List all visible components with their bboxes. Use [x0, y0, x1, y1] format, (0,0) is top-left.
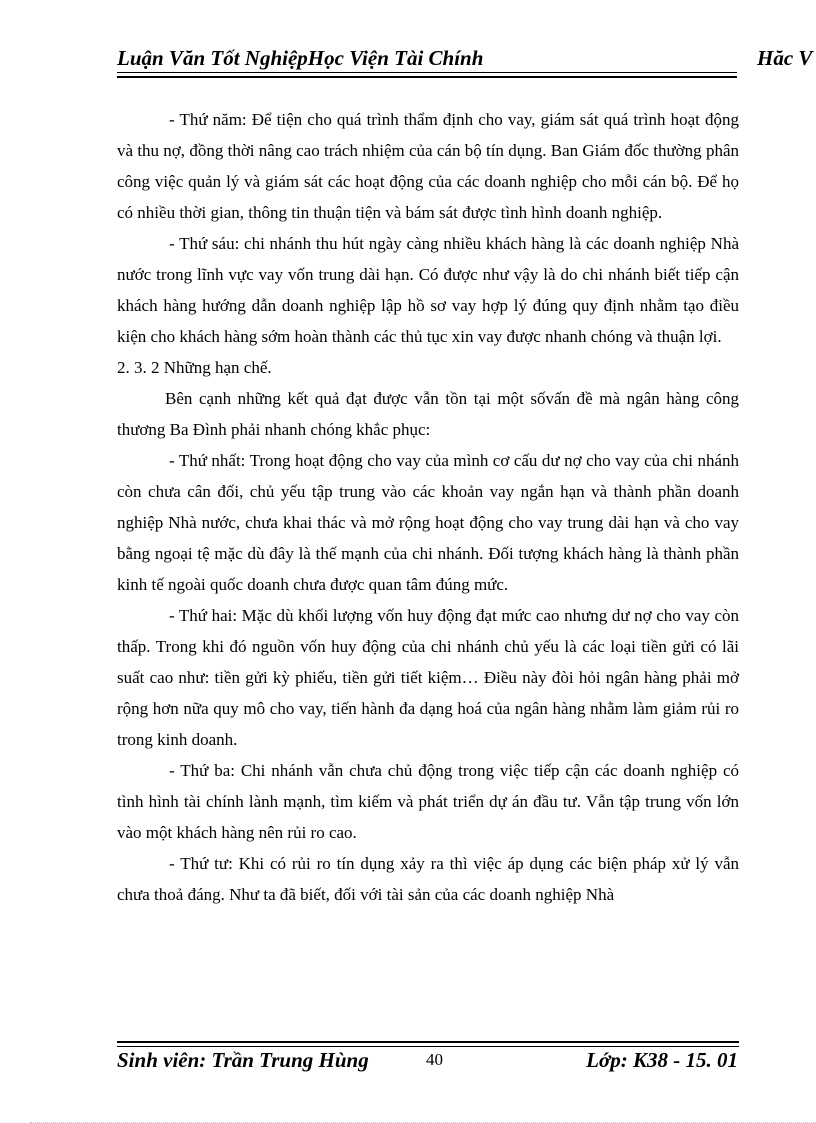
paragraph-thu-tu: - Thứ tư: Khi có rủi ro tín dụng xảy ra thì việc áp dụng các biện pháp xử lý vẫn chưa thoả đáng. Như ta đã biết, đối với tài sản của các doanh nghiệp Nhà: [117, 854, 739, 904]
footer-class: Lớp: K38 - 15. 01: [586, 1048, 738, 1072]
header-rule: [117, 72, 737, 73]
document-body: [117, 104, 739, 910]
paragraph-thu-nam: - Thứ năm: Để tiện cho quá trình thẩm định cho vay, giám sát quá trình hoạt động và thu nợ, đồng thời nâng cao trách nhiệm của cán bộ tín dụng. Ban Giám đốc thường phân công việc quản lý và giám sát các hoạt động của các doanh nghiệp cho mỗi cán bộ. Để họ có nhiều thời gian, thông tin thuận tiện và bám sát được tình hình doanh nghiệp.: [117, 110, 739, 222]
paragraph-thu-nhat: - Thứ nhất: Trong hoạt động cho vay của mình cơ cấu dư nợ cho vay của chi nhánh còn chưa cân đối, chủ yếu tập trung vào các khoản vay ngắn hạn và thành phần doanh nghiệp Nhà nước, chưa khai thác và mở rộng hoạt động cho vay trung dài hạn và cho vay bằng ngoại tệ mặc dù đây là thế mạnh của chi nhánh. Đối tượng khách hàng là thành phần kinh tế ngoài quốc doanh chưa được quan tâm đúng mức.: [117, 451, 739, 594]
header-title-right: Hăc V: [757, 46, 813, 70]
footer-rule: [117, 1046, 739, 1047]
paragraph-intro: Bên cạnh những kết quả đạt được vẫn tồn tại một sốvấn đề mà ngân hàng công thương Ba Đình phải nhanh chóng khắc phục:: [117, 389, 739, 439]
header-title: Luận Văn Tốt NghiệpHọc Viện Tài Chính: [117, 46, 484, 70]
header-rule-thick: [117, 76, 737, 78]
section-heading: 2. 3. 2 Những hạn chế.: [117, 358, 272, 377]
paragraph-thu-sau: - Thứ sáu: chi nhánh thu hút ngày càng nhiều khách hàng là các doanh nghiệp Nhà nước trong lĩnh vực vay vốn trung dài hạn. Có được như vậy là do chi nhánh biết tiếp cận khách hàng hướng dẫn doanh nghiệp lập hồ sơ vay hợp lý đúng quy định nhằm tạo điều kiện cho khách hàng sớm hoàn thành các thủ tục xin vay được nhanh chóng và thuận lợi.: [117, 234, 739, 346]
footer-student: Sinh viên: Trần Trung Hùng: [117, 1048, 369, 1072]
page-number: 40: [426, 1050, 443, 1069]
footer-rule-thick: [117, 1041, 739, 1043]
paragraph-thu-hai: - Thứ hai: Mặc dù khối lượng vốn huy động đạt mức cao nhưng dư nợ cho vay còn thấp. Trong khi đó nguồn vốn huy động của chi nhánh chủ yếu là các loại tiền gửi có lãi suất cao như: tiền gửi kỳ phiếu, tiền gửi tiết kiệm… Điều này đòi hỏi ngân hàng phải mở rộng hơn nữa quy mô cho vay, tiến hành đa dạng hoá của ngân hàng nhằm làm giảm rủi ro trong kinh doanh.: [117, 606, 739, 749]
paragraph-thu-ba: - Thứ ba: Chi nhánh vẫn chưa chủ động trong việc tiếp cận các doanh nghiệp có tình hình tài chính lành mạnh, tìm kiếm và phát triển dự án đầu tư. Vẫn tập trung vốn lớn vào một khách hàng nên rủi ro cao.: [117, 761, 739, 842]
